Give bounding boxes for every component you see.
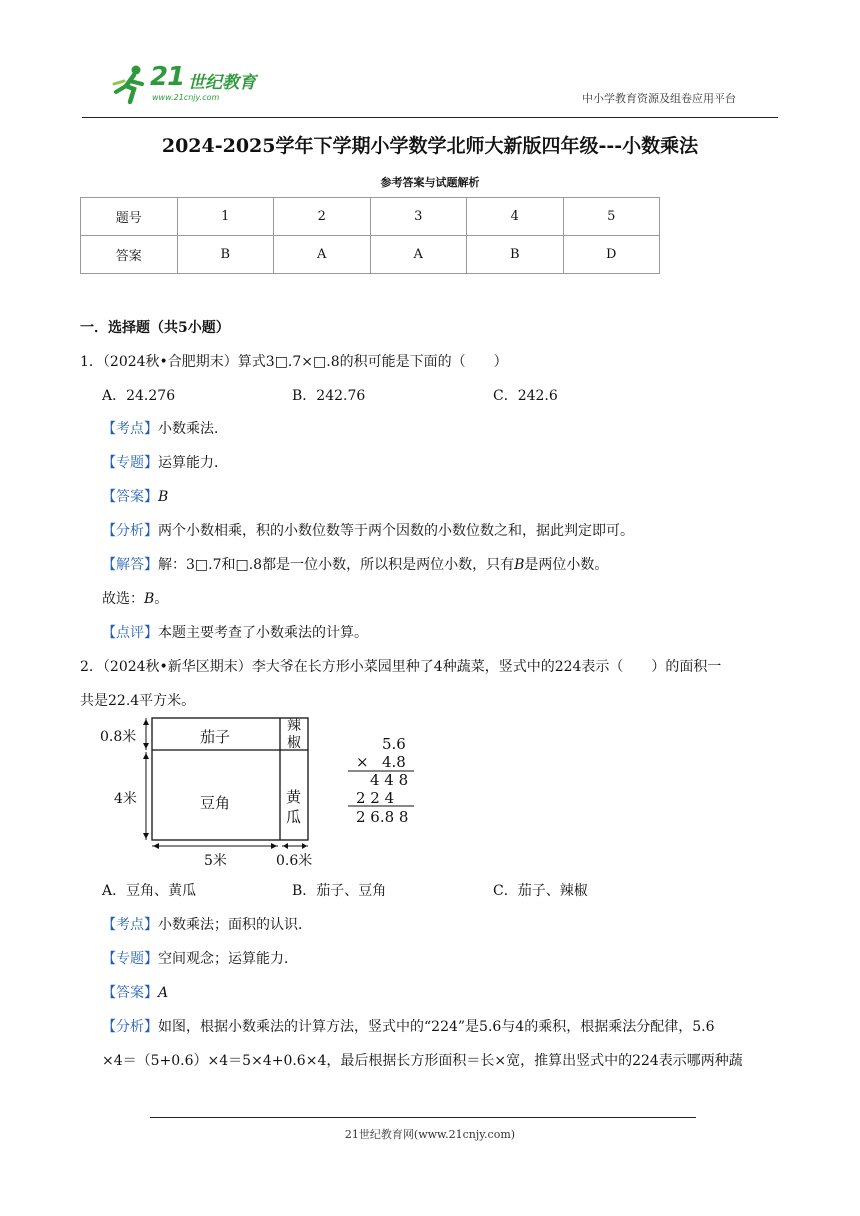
kaodian-tag: 【考点】: [102, 917, 158, 933]
footer-divider: [150, 1117, 696, 1118]
question-2-stem-line1: 2．（2024秋•新华区期末）李大爷在长方形小菜园里种了4种蔬菜，竖式中的224表示（ ）的面积一: [80, 659, 722, 675]
table-cell: 5: [563, 198, 660, 236]
dim-bottom-1: 5米: [204, 853, 227, 869]
fenxi-tag: 【分析】: [102, 1019, 158, 1035]
dianping-text: 本题主要考查了小数乘法的计算。: [158, 625, 368, 641]
fenxi-text: 如图，根据小数乘法的计算方法，竖式中的“224”是5.6与4的乘积，根据乘法分配律，5.6: [158, 1019, 715, 1035]
calc-row-2: 4.8: [382, 753, 406, 771]
q1-option-a: A．24.276: [102, 388, 176, 404]
header-divider: [82, 117, 778, 118]
dim-left: 4米: [114, 791, 137, 807]
daan-tag: 【答案】: [102, 985, 158, 1001]
zhuanti-tag: 【专题】: [102, 951, 158, 967]
table-row: [81, 198, 660, 236]
q1-kaodian: [102, 418, 228, 438]
runner-icon: [112, 64, 152, 104]
guxuan-var: B: [144, 591, 155, 607]
table-cell: 3: [370, 198, 467, 236]
daan-tag: 【答案】: [102, 489, 158, 505]
logo-url: www.21cnjy.com: [152, 93, 220, 102]
jieda-text: 解：3□.7和□.8都是一位小数，所以积是两位小数，只有: [158, 557, 515, 573]
header-slogan: 中小学教育资源及组卷应用平台: [582, 92, 736, 105]
label-cucumber-2: 瓜: [286, 808, 302, 826]
footer-text: 21世纪教育网(www.21cnjy.com): [344, 1128, 516, 1141]
label-eggplant: 茄子: [200, 728, 231, 746]
dim-top: 0.8米: [100, 729, 137, 745]
page-title: 2024-2025学年下学期小学数学北师大新版四年级---小数乘法: [161, 135, 699, 157]
q1-jieda: [102, 554, 608, 574]
table-cell: 答案: [81, 236, 178, 274]
zhuanti-tag: 【专题】: [102, 455, 158, 471]
q2-fenxi-line1: [102, 1016, 714, 1036]
q1-option-c: C．242.6: [493, 388, 558, 404]
q1-option-b: B．242.76: [292, 388, 366, 404]
daan-text: B: [158, 489, 169, 505]
q2-zhuanti: [102, 948, 298, 968]
zhuanti-text: 运算能力．: [158, 455, 228, 471]
label-pepper-2: 椒: [287, 735, 301, 751]
logo-chinese: 世纪教育: [188, 73, 256, 93]
q1-guxuan: [102, 588, 168, 608]
q2-option-a: A．豆角、黄瓜: [102, 883, 197, 899]
guxuan-end: 。: [154, 591, 169, 607]
table-cell: A: [370, 236, 467, 274]
page-subtitle: 参考答案与试题解析: [380, 176, 480, 189]
fenxi-tag: 【分析】: [102, 523, 158, 539]
calc-row-3: 4 4 8: [370, 771, 409, 789]
q2-kaodian: [102, 914, 312, 934]
table-cell: B: [177, 236, 274, 274]
answer-table: [80, 197, 660, 274]
q2-option-c: C．茄子、辣椒: [493, 883, 588, 899]
kaodian-tag: 【考点】: [102, 421, 158, 437]
table-cell: 题号: [81, 198, 178, 236]
q1-zhuanti: [102, 452, 228, 472]
table-cell: D: [563, 236, 660, 274]
jieda-text-end: 是两位小数。: [524, 557, 609, 573]
kaodian-text: 小数乘法．: [158, 421, 228, 437]
table-cell: A: [274, 236, 371, 274]
table-cell: 4: [467, 198, 564, 236]
calc-row-4: 2 2 4: [356, 789, 395, 807]
jieda-tag: 【解答】: [102, 557, 158, 573]
table-cell: 2: [274, 198, 371, 236]
daan-text: A: [158, 985, 169, 1001]
calc-row-1: 5.6: [382, 735, 406, 753]
section-title: 一．选择题（共5小题）: [80, 320, 230, 336]
dianping-tag: 【点评】: [102, 625, 158, 641]
q1-dianping: [102, 622, 368, 642]
question-1-stem: 1．（2024秋•合肥期末）算式3□.7×□.8的积可能是下面的（ ）: [80, 354, 508, 370]
q1-fenxi: [102, 520, 634, 540]
site-logo: [112, 62, 262, 108]
question-2-stem-line2: 共是22.4平方米。: [80, 693, 196, 709]
table-cell: 1: [177, 198, 274, 236]
table-cell: B: [467, 236, 564, 274]
label-bean: 豆角: [200, 794, 231, 812]
q2-daan: [102, 982, 168, 1002]
q2-option-b: B．茄子、豆角: [292, 883, 387, 899]
guxuan-text: 故选：: [102, 591, 144, 607]
calc-times-sign: ×: [356, 753, 369, 771]
q2-fenxi-line2: ×4＝（5+0.6）×4＝5×4+0.6×4，最后根据长方形面积＝长×宽，推算出竖式中的224表示哪两种蔬: [102, 1053, 743, 1069]
label-cucumber-1: 黄: [286, 788, 302, 806]
table-row: [81, 236, 660, 274]
garden-figure: [98, 712, 428, 872]
dim-bottom-2: 0.6米: [276, 853, 313, 869]
kaodian-text: 小数乘法；面积的认识．: [158, 917, 312, 933]
fenxi-text: 两个小数相乘，积的小数位数等于两个因数的小数位数之和，据此判定即可。: [158, 523, 634, 539]
label-pepper-1: 辣: [287, 718, 301, 734]
jieda-var: B: [514, 557, 525, 573]
logo-brand: 21: [150, 62, 185, 92]
zhuanti-text: 空间观念；运算能力．: [158, 951, 298, 967]
q1-daan: [102, 486, 168, 506]
calc-row-5: 2 6.8 8: [356, 808, 409, 826]
